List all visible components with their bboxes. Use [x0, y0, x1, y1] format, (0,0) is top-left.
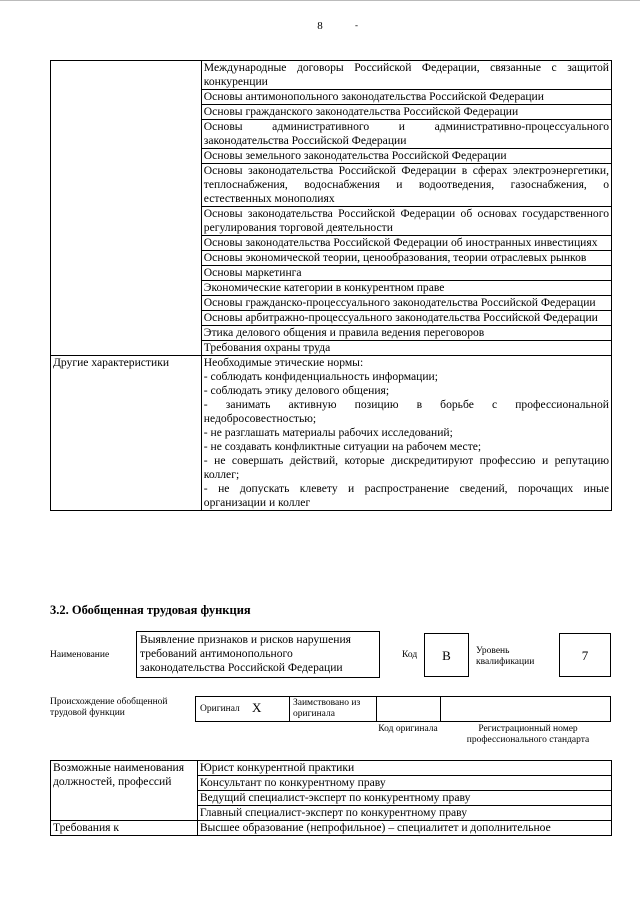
knowledge-label-cell: [51, 120, 202, 149]
knowledge-row: [51, 341, 612, 356]
knowledge-row: [51, 266, 612, 281]
knowledge-row: [51, 105, 612, 120]
ethics-line: - соблюдать конфиденциальность информации;: [203, 370, 438, 383]
positions-row: [51, 761, 612, 821]
knowledge-row: [51, 120, 612, 149]
knowledge-label-cell: [51, 326, 202, 341]
positions-list: [197, 761, 611, 821]
knowledge-label-cell: [51, 281, 202, 296]
ethics-line: - не создавать конфликтные ситуации на рабочем месте;: [203, 440, 482, 453]
page-number: [0, 20, 640, 32]
knowledge-item: Основы арбитражно-процессуального законодательства Российской Федерации: [201, 311, 611, 326]
orig-code-cell: [376, 696, 441, 722]
position-item: Ведущий специалист-эксперт по конкурентному праву: [198, 791, 611, 806]
section-heading: 3.2. Обобщенная трудовая функция: [50, 603, 251, 617]
knowledge-row: [51, 61, 612, 90]
knowledge-label-cell: [51, 296, 202, 311]
knowledge-label-cell: [51, 236, 202, 251]
knowledge-row: [51, 236, 612, 251]
knowledge-item: Требования охраны труда: [201, 341, 611, 356]
page-mark: -: [355, 20, 358, 30]
knowledge-label-cell: [51, 164, 202, 207]
ethics-line: - не совершать действий, которые дискредитируют профессию и репутацию коллег;: [203, 454, 609, 481]
knowledge-label-cell: [51, 207, 202, 236]
position-item: Главный специалист-эксперт по конкурентному праву: [199, 806, 468, 819]
other-characteristics-row: [51, 356, 612, 511]
knowledge-item: Основы законодательства Российской Федерации в сферах электроэнергетики, теплоснабжения, водоснабжения и водоотведения, газоснабжения, о естественных монополиях: [201, 164, 611, 207]
original-cell: [195, 696, 290, 722]
knowledge-item: Основы антимонопольного законодательства Российской Федерации: [201, 90, 611, 105]
knowledge-item: Экономические категории в конкурентном праве: [201, 281, 611, 296]
knowledge-label-cell: [51, 149, 202, 164]
ethics-line: - занимать активную позицию в борьбе с профессиональной недобросовестностью;: [203, 398, 609, 425]
original-mark: X: [252, 700, 262, 715]
positions-table: [50, 760, 612, 836]
ethics-line: - не допускать клевету и распространение сведений, порочащих иные организации и коллег: [203, 482, 609, 509]
reg-number-label: Регистрационный номер профессионального стандарта: [466, 724, 590, 745]
knowledge-row: [51, 281, 612, 296]
page-top-rule: [0, 0, 640, 1]
education-label: Требования к: [51, 821, 198, 836]
reg-number-cell: [440, 696, 611, 722]
page-number-text: 8: [317, 20, 323, 32]
ethics-line: Необходимые этические нормы:: [203, 356, 364, 369]
knowledge-item: Основы административного и административно-процессуального законодательства Российской Федерации: [201, 120, 611, 149]
knowledge-row: [51, 326, 612, 341]
knowledge-item: Основы земельного законодательства Российской Федерации: [201, 149, 611, 164]
knowledge-label-cell: [51, 105, 202, 120]
knowledge-table: [50, 60, 612, 511]
education-row: [51, 821, 612, 836]
knowledge-row: [51, 90, 612, 105]
name-value: Выявление признаков и рисков нарушения требований антимонопольного законодательства Российской Федерации: [136, 631, 380, 678]
knowledge-item: Основы маркетинга: [201, 266, 611, 281]
knowledge-label-cell: [51, 90, 202, 105]
knowledge-row: [51, 296, 612, 311]
knowledge-item: Этика делового общения и правила ведения переговоров: [201, 326, 611, 341]
knowledge-label-cell: [51, 266, 202, 281]
other-characteristics-label: Другие характеристики: [51, 356, 202, 511]
name-label: Наименование: [50, 650, 110, 660]
knowledge-label-cell: [51, 341, 202, 356]
code-value: B: [424, 633, 469, 677]
borrowed-label: Заимствовано из оригинала: [289, 696, 377, 722]
knowledge-item: Основы законодательства Российской Федерации об основах государственного регулирования торговой деятельности: [201, 207, 611, 236]
other-characteristics-list: [201, 356, 611, 511]
knowledge-label-cell: [51, 61, 202, 90]
position-item: Юрист конкурентной практики: [198, 761, 611, 776]
knowledge-label-cell: [51, 311, 202, 326]
position-item: Консультант по конкурентному праву: [198, 776, 611, 791]
original-label: Оригинал: [200, 704, 240, 714]
knowledge-row: [51, 207, 612, 236]
orig-code-label: Код оригинала: [378, 724, 438, 734]
level-label: Уровень квалификации: [476, 646, 535, 667]
knowledge-item: Основы законодательства Российской Федерации об иностранных инвестициях: [201, 236, 611, 251]
code-label: Код: [402, 650, 418, 660]
knowledge-label-cell: [51, 251, 202, 266]
origin-label: Происхождение обобщенной трудовой функции: [50, 697, 168, 718]
education-value: Высшее образование (непрофильное) – специалитет и дополнительное: [197, 821, 611, 836]
knowledge-row: [51, 149, 612, 164]
knowledge-row: [51, 251, 612, 266]
level-value: 7: [559, 633, 611, 677]
knowledge-row: [51, 164, 612, 207]
positions-label: Возможные наименования должностей, профессий: [51, 761, 198, 821]
knowledge-item: Основы экономической теории, ценообразования, теории отраслевых рынков: [201, 251, 611, 266]
knowledge-item: Международные договоры Российской Федерации, связанные с защитой конкуренции: [201, 61, 611, 90]
knowledge-item: Основы гражданско-процессуального законодательства Российской Федерации: [201, 296, 611, 311]
ethics-line: - не разглашать материалы рабочих исследований;: [203, 426, 453, 439]
knowledge-row: [51, 311, 612, 326]
ethics-line: - соблюдать этику делового общения;: [203, 384, 390, 397]
knowledge-item: Основы гражданского законодательства Российской Федерации: [201, 105, 611, 120]
